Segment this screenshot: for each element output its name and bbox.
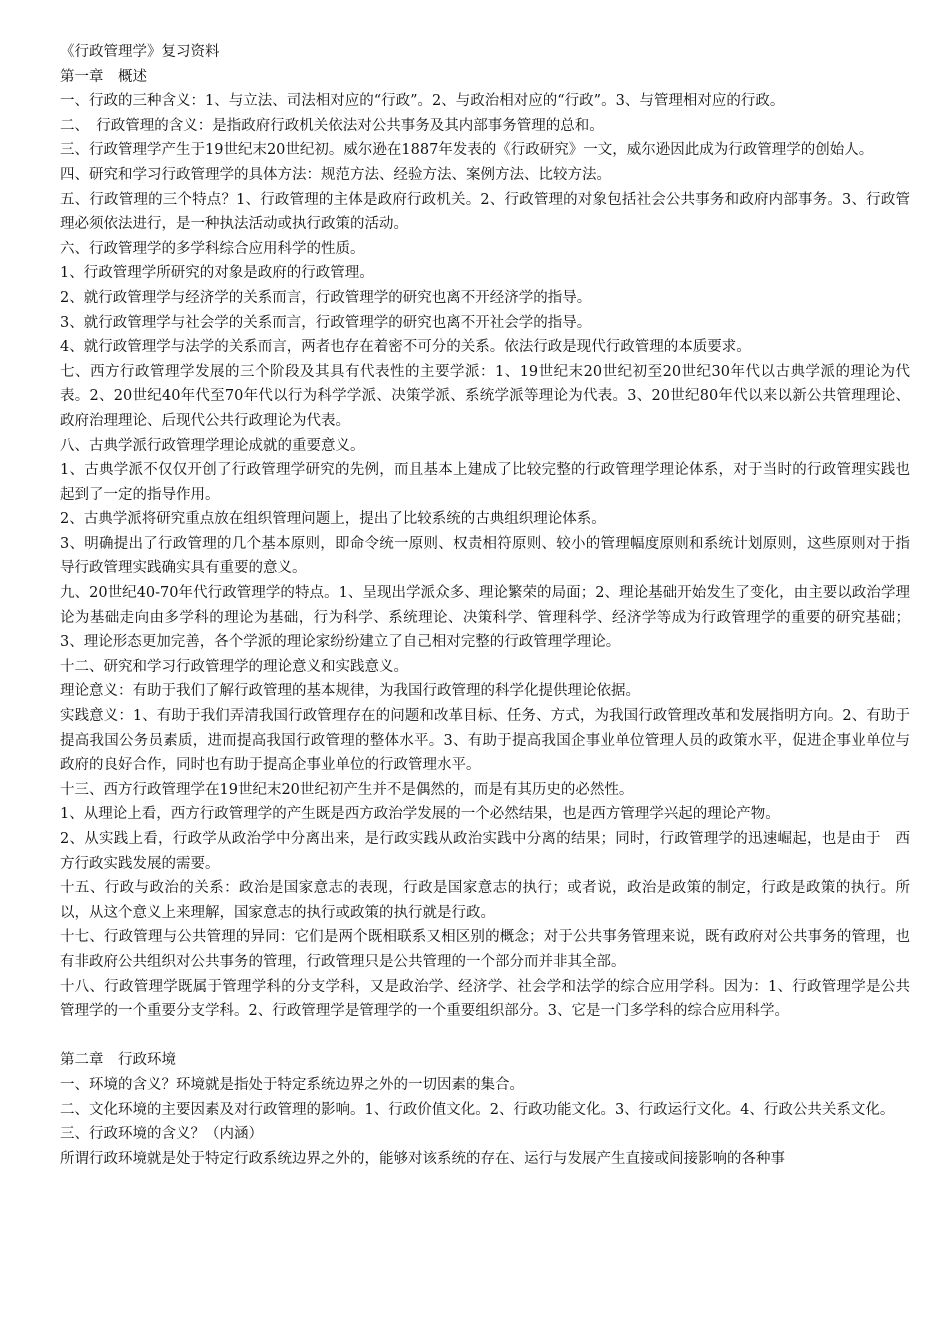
- paragraph: 十五、行政与政治的关系：政治是国家意志的表现，行政是国家意志的执行；或者说，政治是政策的制定，行政是政策的执行。所以，从这个意义上来理解，国家意志的执行或政策的执行就是行政。: [60, 880, 910, 921]
- paragraph: 六、行政管理学的多学科综合应用科学的性质。: [60, 240, 365, 257]
- paragraph: 七、西方行政管理学发展的三个阶段及其具有代表性的主要学派：1、19世纪末20世纪初至20世纪30年代以古典学派的理论为代表。2、20世纪40年代至70年代以行为科学学派、决策学派、系统学派等理论为代表。3、20世纪80年代以来以新公共管理理论、政府治理理论、后现代公共行政理论为代表。: [60, 363, 910, 429]
- paragraph: 1、行政管理学所研究的对象是政府的行政管理。: [60, 265, 374, 282]
- paragraph: 十八、行政管理学既属于管理学科的分支学科，又是政治学、经济学、社会学和法学的综合应用学科。因为：1、行政管理学是公共管理学的一个重要分支学科。2、行政管理学是管理学的一个重要组织部分。3、它是一门多学科的综合应用科学。: [60, 978, 910, 1020]
- paragraph: 3、就行政管理学与社会学的关系而言，行政管理学的研究也离不开社会学的指导。: [60, 314, 592, 331]
- paragraph: 理论意义：有助于我们了解行政管理的基本规律，为我国行政管理的科学化提供理论依据。: [60, 683, 640, 700]
- document-body: [60, 40, 910, 1171]
- paragraph: 十七、行政管理与公共管理的异同：它们是两个既相联系又相区别的概念；对于公共事务管理来说，既有政府对公共事务的管理，也有非政府公共组织对公共事务的管理，行政管理只是公共管理的一个部分而并非其全部。: [60, 929, 910, 970]
- paragraph: 1、从理论上看，西方行政管理学的产生既是西方政治学发展的一个必然结果，也是西方管理学兴起的理论产物。: [60, 806, 780, 823]
- paragraph: 1、古典学派不仅仅开创了行政管理学研究的先例，而且基本上建成了比较完整的行政管理学理论体系，对于当时的行政管理实践也起到了一定的指导作用。: [60, 462, 910, 503]
- paragraph: 十三、西方行政管理学在19世纪末20世纪初产生并不是偶然的，而是有其历史的必然性。: [60, 781, 634, 798]
- paragraph: 所谓行政环境就是处于特定行政系统边界之外的，能够对该系统的存在、运行与发展产生直接或间接影响的各种事: [60, 1150, 785, 1167]
- paragraph: 4、就行政管理学与法学的关系而言，两者也存在着密不可分的关系。依法行政是现代行政管理的本质要求。: [60, 339, 751, 356]
- document-title: 《行政管理学》复习资料: [60, 44, 220, 60]
- paragraph: 五、行政管理的三个特点？1、行政管理的主体是政府行政机关。2、行政管理的对象包括社会公共事务和政府内部事务。3、行政管理必须依法进行，是一种执法活动或执行政策的活动。: [60, 191, 910, 233]
- paragraph: 四、研究和学习行政管理学的具体方法：规范方法、经验方法、案例方法、比较方法。: [60, 166, 611, 183]
- paragraph: 2、古典学派将研究重点放在组织管理问题上，提出了比较系统的古典组织理论体系。: [60, 511, 606, 528]
- paragraph: 二、 行政管理的含义：是指政府行政机关依法对公共事务及其内部事务管理的总和。: [60, 117, 604, 134]
- paragraph: 三、行政环境的含义？（内涵）: [60, 1126, 263, 1143]
- paragraph: 3、明确提出了行政管理的几个基本原则，即命令统一原则、权责相符原则、较小的管理幅度原则和系统计划原则，这些原则对于指导行政管理实践确实具有重要的意义。: [60, 535, 910, 577]
- paragraph: 一、环境的含义？环境就是指处于特定系统边界之外的一切因素的集合。: [60, 1076, 524, 1093]
- blank-line: [60, 1024, 910, 1049]
- paragraph: 实践意义：1、有助于我们弄清我国行政管理存在的问题和改革目标、任务、方式，为我国行政管理改革和发展指明方向。2、有助于提高我国公务员素质，进而提高我国行政管理的整体水平。3、有助于提高我国企事业单位管理人员的政策水平，促进企事业单位与政府的良好合作，同时也有助于提高企事业单位的行政管理水平。: [60, 708, 910, 774]
- paragraph: 二、文化环境的主要因素及对行政管理的影响。1、行政价值文化。2、行政功能文化。3、行政运行文化。4、行政公共关系文化。: [60, 1101, 895, 1118]
- paragraph: 2、从实践上看，行政学从政治学中分离出来，是行政实践从政治实践中分离的结果；同时，行政管理学的迅速崛起，也是由于 西方行政实践发展的需要。: [60, 831, 910, 872]
- paragraph: 三、行政管理学产生于19世纪末20世纪初。威尔逊在1887年发表的《行政研究》一文，威尔逊因此成为行政管理学的创始人。: [60, 142, 874, 159]
- paragraph: 十二、研究和学习行政管理学的理论意义和实践意义。: [60, 658, 408, 675]
- paragraph: 八、古典学派行政管理学理论成就的重要意义。: [60, 437, 365, 454]
- paragraph: 一、行政的三种含义：1、与立法、司法相对应的“行政”。2、与政治相对应的“行政”。3、与管理相对应的行政。: [60, 93, 785, 110]
- chapter-2-heading: 第二章 行政环境: [60, 1052, 176, 1069]
- chapter-1-heading: 第一章 概述: [60, 68, 147, 85]
- paragraph: 2、就行政管理学与经济学的关系而言，行政管理学的研究也离不开经济学的指导。: [60, 289, 592, 306]
- paragraph: 九、20世纪40-70年代行政管理学的特点。1、呈现出学派众多、理论繁荣的局面；2、理论基础开始发生了变化，由主要以政治学理论为基础走向由多学科的理论为基础，行为科学、系统理论、决策科学、管理科学、经济学等成为行政管理学的重要的研究基础；3、理论形态更加完善，各个学派的理论家纷纷建立了自己相对完整的行政管理学理论。: [60, 585, 910, 651]
